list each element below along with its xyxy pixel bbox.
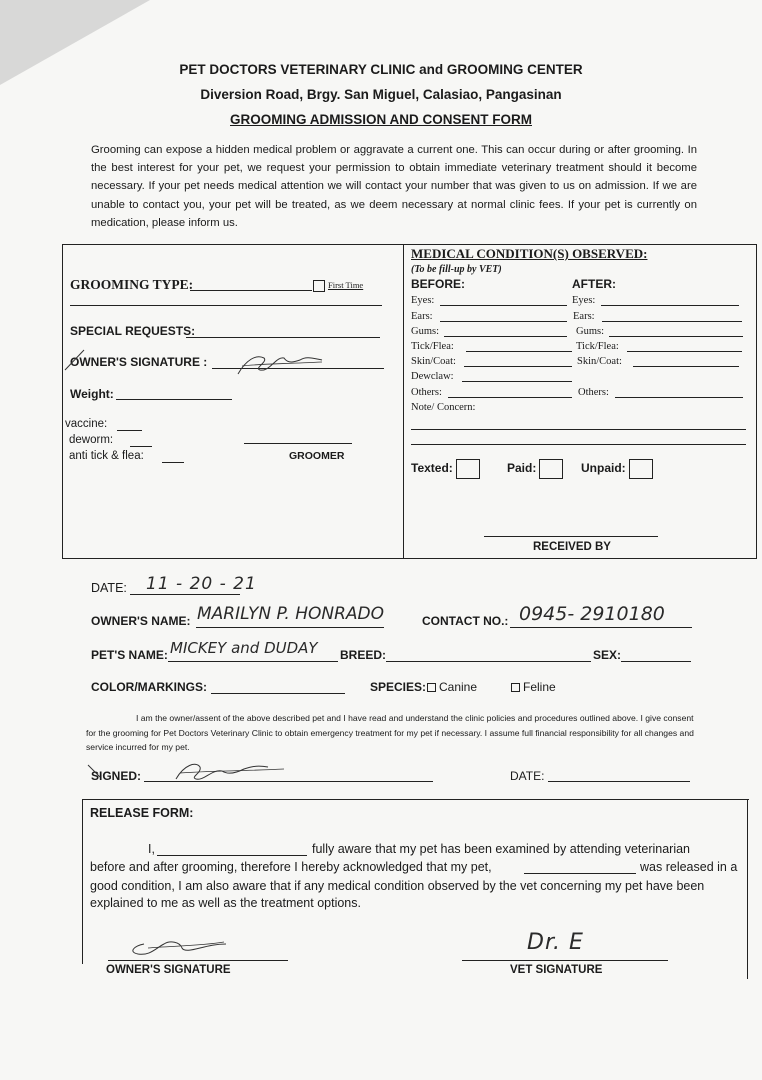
pet-name-value: MICKEY and DUDAY	[170, 639, 318, 657]
vaccine-label: vaccine:	[65, 418, 108, 430]
owner-name-label: OWNER'S NAME:	[91, 614, 191, 628]
special-requests-field[interactable]	[186, 337, 380, 338]
release-text1: fully aware that my pet has been examined by attending veterinarian	[312, 842, 691, 856]
vet-signature-label: VET SIGNATURE	[510, 964, 603, 976]
unpaid-field[interactable]	[581, 459, 653, 479]
vet-signature-value: Dr. E	[527, 930, 584, 955]
release-owner-signature-label: OWNER'S SIGNATURE	[106, 964, 231, 976]
before-dewclaw-label: Dewclaw:	[411, 371, 454, 382]
vet-signature-field[interactable]	[462, 960, 668, 961]
pet-name-field[interactable]	[168, 661, 338, 662]
after-skincoat-field[interactable]	[633, 366, 739, 367]
owners-signature-label: OWNER'S SIGNATURE :	[70, 355, 208, 369]
pet-name-label: PET'S NAME:	[91, 648, 168, 662]
special-requests-label: SPECIAL REQUESTS:	[70, 324, 196, 338]
before-others-field[interactable]	[448, 397, 572, 398]
paid-box[interactable]	[539, 459, 563, 479]
clinic-name: PET DOCTORS VETERINARY CLINIC and GROOMING CENTER	[179, 62, 583, 77]
medical-condition-title: MEDICAL CONDITION(S) OBSERVED:	[411, 246, 648, 261]
grooming-type-line2[interactable]	[70, 305, 382, 306]
before-ears-field[interactable]	[440, 321, 567, 322]
color-markings-field[interactable]	[211, 693, 345, 694]
before-dewclaw-field[interactable]	[462, 381, 572, 382]
date-label: DATE:	[91, 581, 127, 595]
release-form-title: RELEASE FORM:	[90, 806, 194, 820]
antitick-label: anti tick & flea:	[69, 450, 144, 462]
feline-label: Feline	[523, 680, 556, 694]
after-gums-label: Gums:	[576, 326, 605, 337]
before-tickflea-label: Tick/Flea:	[411, 341, 454, 352]
release-text2b: was released in a	[640, 860, 738, 874]
grooming-type-label: GROOMING TYPE:	[70, 277, 194, 292]
release-owner-signature-scribble	[120, 930, 240, 964]
signed-date-label: DATE:	[510, 769, 545, 783]
after-others-label: Others:	[578, 387, 609, 398]
release-box-right	[747, 799, 748, 979]
texted-field[interactable]	[411, 459, 480, 479]
feline-option[interactable]	[511, 680, 556, 694]
after-ears-field[interactable]	[602, 321, 742, 322]
canine-box[interactable]	[427, 683, 436, 692]
vaccine-field[interactable]	[117, 430, 142, 431]
species-label: SPECIES:	[370, 680, 427, 694]
first-time-checkbox[interactable]	[313, 280, 363, 292]
vet-subtitle: (To be fill-up by VET)	[411, 264, 502, 275]
deworm-field[interactable]	[130, 446, 152, 447]
before-skincoat-field[interactable]	[464, 366, 572, 367]
release-box-top	[82, 799, 749, 800]
before-tickflea-field[interactable]	[466, 351, 572, 352]
after-tickflea-label: Tick/Flea:	[576, 341, 619, 352]
after-label: AFTER:	[572, 277, 616, 291]
intro-paragraph: Grooming can expose a hidden medical problem or aggravate a current one. This can occur during or after grooming. In the best interest for your pet, we request your permission to obtain immediate veterinary treatment should it become necessary. If your pet needs medical attention we will contact your number that was given to us on admission. If we are unable to contact you, your pet will be treated, as we deem necessary at normal clinic fees. If your pet is currently on medication, please inform us.	[91, 144, 697, 229]
feline-box[interactable]	[511, 683, 520, 692]
received-by-label: RECEIVED BY	[533, 541, 611, 553]
before-eyes-field[interactable]	[440, 305, 567, 306]
before-eyes-label: Eyes:	[411, 295, 435, 306]
grooming-section-divider	[403, 244, 404, 558]
release-name-field[interactable]	[157, 855, 307, 856]
after-tickflea-field[interactable]	[627, 351, 742, 352]
consent-text: I am the owner/assent of the above described pet and I have read and understand the clinic policies and procedures outlined above. I give consent for the grooming for Pet Doctors Veterinary Clinic to obtain emergency treatment for my pet if necessary. I assume full financial responsibility for all changes and service incurred for my pet.	[86, 713, 694, 752]
note-line-1[interactable]	[411, 429, 746, 430]
before-others-label: Others:	[411, 387, 442, 398]
canine-option[interactable]	[427, 680, 477, 694]
date-value: 11 - 20 - 21	[146, 574, 257, 594]
before-gums-label: Gums:	[411, 326, 440, 337]
date-field[interactable]	[130, 594, 240, 595]
antitick-field[interactable]	[162, 462, 184, 463]
breed-label: BREED:	[340, 648, 387, 662]
release-box-left	[82, 799, 83, 964]
contact-field[interactable]	[510, 627, 692, 628]
weight-label: Weight:	[70, 387, 114, 401]
release-pet-field[interactable]	[524, 873, 636, 874]
signed-label: SIGNED:	[91, 769, 142, 783]
unpaid-box[interactable]	[629, 459, 653, 479]
texted-box[interactable]	[456, 459, 480, 479]
groomer-signature-field[interactable]	[244, 443, 352, 444]
owner-signature-scribble	[60, 340, 340, 382]
breed-field[interactable]	[386, 661, 591, 662]
first-time-box[interactable]	[313, 280, 325, 292]
first-time-label: First Time	[328, 280, 364, 290]
form-title: GROOMING ADMISSION AND CONSENT FORM	[230, 112, 532, 127]
signed-date-field[interactable]	[548, 781, 690, 782]
after-ears-label: Ears:	[573, 311, 595, 322]
after-skincoat-label: Skin/Coat:	[577, 356, 622, 367]
deworm-label: deworm:	[69, 434, 114, 446]
release-text2a: before and after grooming, therefore I hereby acknowledged that my pet,	[90, 860, 492, 874]
received-by-field[interactable]	[484, 536, 658, 537]
after-gums-field[interactable]	[609, 336, 743, 337]
clinic-address: Diversion Road, Brgy. San Miguel, Calasiao, Pangasinan	[200, 87, 562, 102]
weight-field[interactable]	[116, 399, 232, 400]
signed-signature-scribble	[84, 755, 294, 789]
after-others-field[interactable]	[615, 397, 743, 398]
canine-label: Canine	[439, 680, 478, 694]
before-gums-field[interactable]	[444, 336, 567, 337]
after-eyes-field[interactable]	[601, 305, 739, 306]
before-ears-label: Ears:	[411, 311, 433, 322]
release-owner-signature-field[interactable]	[108, 960, 288, 961]
groomer-label: GROOMER	[289, 450, 345, 462]
contact-label: CONTACT NO.:	[422, 614, 509, 628]
color-markings-label: COLOR/MARKINGS:	[91, 680, 207, 694]
before-label: BEFORE:	[411, 277, 465, 291]
texted-label: Texted:	[411, 461, 453, 476]
before-skincoat-label: Skin/Coat:	[411, 356, 456, 367]
paid-label: Paid:	[507, 461, 537, 476]
after-eyes-label: Eyes:	[572, 295, 596, 306]
owner-name-field[interactable]	[196, 627, 384, 628]
unpaid-label: Unpaid:	[581, 461, 626, 476]
contact-value: 0945- 2910180	[519, 603, 665, 625]
sex-label: SEX:	[593, 648, 622, 662]
release-i-label: I,	[148, 842, 155, 856]
release-line1	[148, 842, 155, 856]
paid-field[interactable]	[507, 459, 563, 479]
grooming-type-field[interactable]	[190, 290, 312, 291]
note-line-2[interactable]	[411, 444, 746, 445]
release-text3: good condition, I am also aware that if any medical condition observed by the vet concerning my pet have been explained to me as well as the treatment options.	[90, 879, 705, 910]
note-concern-label: Note/ Concern:	[411, 402, 476, 413]
sex-field[interactable]	[621, 661, 691, 662]
owner-name-value: MARILYN P. HONRADO	[197, 604, 384, 624]
